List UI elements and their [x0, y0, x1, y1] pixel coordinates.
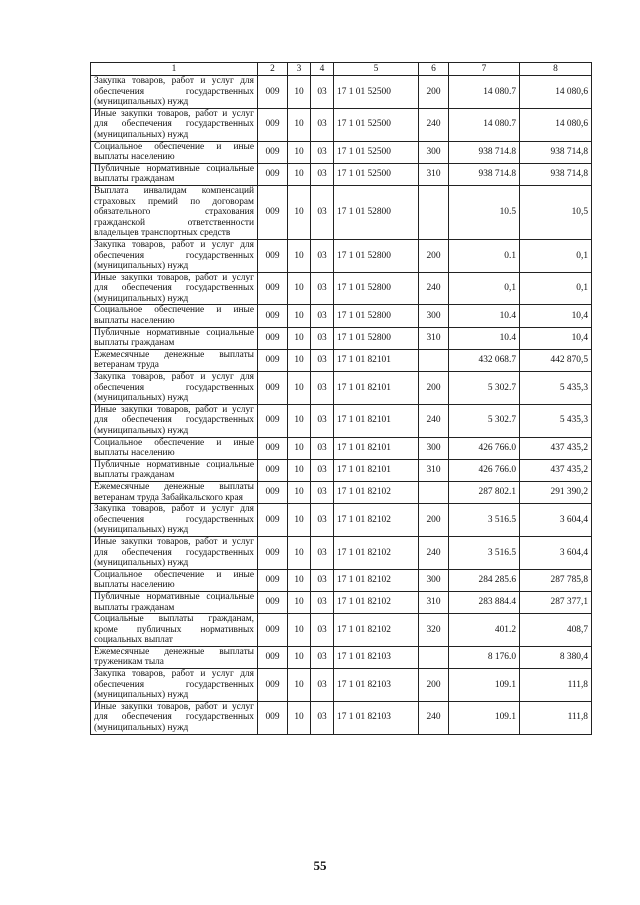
- cell-name: Иные закупки товаров, работ и услуг для обеспечения государственных (муниципальных) нужд: [91, 536, 258, 569]
- cell-ministry-code: 009: [258, 239, 288, 272]
- table-row: [91, 404, 592, 437]
- cell-amount-2: 287 785,8: [520, 569, 592, 591]
- cell-expense-type: 240: [419, 701, 449, 734]
- cell-target-article: 17 1 01 82102: [334, 614, 419, 647]
- cell-subsection: 03: [311, 239, 334, 272]
- cell-subsection: 03: [311, 305, 334, 327]
- cell-section: 10: [288, 669, 311, 702]
- table-row: [91, 646, 592, 668]
- cell-ministry-code: 009: [258, 614, 288, 647]
- cell-amount-2: 437 435,2: [520, 437, 592, 459]
- cell-ministry-code: 009: [258, 76, 288, 109]
- cell-section: 10: [288, 404, 311, 437]
- cell-target-article: 17 1 01 82101: [334, 349, 419, 371]
- cell-amount-2: 287 377,1: [520, 591, 592, 613]
- cell-name: Ежемесячные денежные выплаты труженикам тыла: [91, 646, 258, 668]
- cell-subsection: 03: [311, 569, 334, 591]
- header-cell-8: 8: [520, 63, 592, 76]
- cell-subsection: 03: [311, 437, 334, 459]
- cell-expense-type: [419, 349, 449, 371]
- cell-ministry-code: 009: [258, 272, 288, 305]
- header-cell-7: 7: [449, 63, 520, 76]
- cell-subsection: 03: [311, 372, 334, 405]
- cell-subsection: 03: [311, 349, 334, 371]
- cell-name: Иные закупки товаров, работ и услуг для обеспечения государственных (муниципальных) нужд: [91, 404, 258, 437]
- table-header: [91, 63, 592, 76]
- cell-section: 10: [288, 76, 311, 109]
- header-cell-4: 4: [311, 63, 334, 76]
- cell-name: Ежемесячные денежные выплаты ветеранам труда: [91, 349, 258, 371]
- table-row: [91, 536, 592, 569]
- cell-amount-2: 8 380,4: [520, 646, 592, 668]
- table-row: [91, 459, 592, 481]
- cell-name: Закупка товаров, работ и услуг для обеспечения государственных (муниципальных) нужд: [91, 372, 258, 405]
- cell-ministry-code: 009: [258, 646, 288, 668]
- table-row: [91, 437, 592, 459]
- cell-name: Социальное обеспечение и иные выплаты населению: [91, 141, 258, 163]
- cell-section: 10: [288, 185, 311, 239]
- cell-expense-type: 310: [419, 591, 449, 613]
- table-row: [91, 591, 592, 613]
- cell-target-article: 17 1 01 82102: [334, 569, 419, 591]
- cell-expense-type: 300: [419, 569, 449, 591]
- cell-expense-type: 310: [419, 327, 449, 349]
- cell-ministry-code: 009: [258, 163, 288, 185]
- cell-ministry-code: 009: [258, 481, 288, 503]
- cell-target-article: 17 1 01 82101: [334, 437, 419, 459]
- cell-target-article: 17 1 01 52800: [334, 305, 419, 327]
- cell-amount-1: 426 766.0: [449, 459, 520, 481]
- cell-section: 10: [288, 163, 311, 185]
- cell-name: Публичные нормативные социальные выплаты гражданам: [91, 163, 258, 185]
- cell-subsection: 03: [311, 646, 334, 668]
- cell-ministry-code: 009: [258, 141, 288, 163]
- table-row: [91, 239, 592, 272]
- cell-target-article: 17 1 01 52500: [334, 163, 419, 185]
- cell-expense-type: 200: [419, 504, 449, 537]
- cell-subsection: 03: [311, 481, 334, 503]
- cell-section: 10: [288, 239, 311, 272]
- cell-subsection: 03: [311, 404, 334, 437]
- cell-ministry-code: 009: [258, 504, 288, 537]
- cell-subsection: 03: [311, 272, 334, 305]
- cell-expense-type: 200: [419, 669, 449, 702]
- cell-amount-2: 111,8: [520, 669, 592, 702]
- budget-table: [90, 62, 592, 735]
- cell-amount-1: 426 766.0: [449, 437, 520, 459]
- cell-amount-1: 10.4: [449, 305, 520, 327]
- cell-ministry-code: 009: [258, 437, 288, 459]
- table-row: [91, 76, 592, 109]
- cell-name: Иные закупки товаров, работ и услуг для обеспечения государственных (муниципальных) нужд: [91, 108, 258, 141]
- cell-amount-2: 437 435,2: [520, 459, 592, 481]
- cell-amount-1: 287 802.1: [449, 481, 520, 503]
- header-cell-6: 6: [419, 63, 449, 76]
- cell-ministry-code: 009: [258, 108, 288, 141]
- cell-name: Публичные нормативные социальные выплаты гражданам: [91, 591, 258, 613]
- cell-amount-1: 109.1: [449, 701, 520, 734]
- cell-expense-type: 240: [419, 404, 449, 437]
- cell-amount-1: 938 714.8: [449, 163, 520, 185]
- cell-name: Социальные выплаты гражданам, кроме публичных нормативных социальных выплат: [91, 614, 258, 647]
- cell-subsection: 03: [311, 536, 334, 569]
- table-row: [91, 669, 592, 702]
- cell-ministry-code: 009: [258, 404, 288, 437]
- cell-amount-2: 0,1: [520, 272, 592, 305]
- cell-name: Закупка товаров, работ и услуг для обеспечения государственных (муниципальных) нужд: [91, 239, 258, 272]
- cell-amount-1: 5 302.7: [449, 404, 520, 437]
- cell-ministry-code: 009: [258, 591, 288, 613]
- table-row: [91, 305, 592, 327]
- cell-name: Социальное обеспечение и иные выплаты населению: [91, 437, 258, 459]
- table-row: [91, 163, 592, 185]
- cell-target-article: 17 1 01 52500: [334, 108, 419, 141]
- cell-amount-1: 10.4: [449, 327, 520, 349]
- cell-amount-2: 111,8: [520, 701, 592, 734]
- cell-name: Социальное обеспечение и иные выплаты населению: [91, 569, 258, 591]
- cell-ministry-code: 009: [258, 372, 288, 405]
- cell-amount-1: 14 080.7: [449, 76, 520, 109]
- cell-amount-2: 938 714,8: [520, 141, 592, 163]
- cell-amount-1: 0,1: [449, 272, 520, 305]
- cell-name: Закупка товаров, работ и услуг для обеспечения государственных (муниципальных) нужд: [91, 669, 258, 702]
- cell-target-article: 17 1 01 82102: [334, 591, 419, 613]
- cell-expense-type: [419, 185, 449, 239]
- cell-target-article: 17 1 01 52500: [334, 76, 419, 109]
- page-number: 55: [313, 858, 327, 873]
- cell-section: 10: [288, 569, 311, 591]
- cell-section: 10: [288, 701, 311, 734]
- cell-name: Ежемесячные денежные выплаты ветеранам труда Забайкальского края: [91, 481, 258, 503]
- cell-amount-2: 3 604,4: [520, 536, 592, 569]
- cell-section: 10: [288, 536, 311, 569]
- cell-expense-type: 310: [419, 459, 449, 481]
- cell-amount-2: 291 390,2: [520, 481, 592, 503]
- header-row: [91, 63, 592, 76]
- cell-subsection: 03: [311, 669, 334, 702]
- cell-ministry-code: 009: [258, 701, 288, 734]
- cell-section: 10: [288, 272, 311, 305]
- cell-ministry-code: 009: [258, 349, 288, 371]
- cell-expense-type: 200: [419, 239, 449, 272]
- cell-section: 10: [288, 327, 311, 349]
- cell-target-article: 17 1 01 82101: [334, 404, 419, 437]
- cell-ministry-code: 009: [258, 569, 288, 591]
- cell-expense-type: 200: [419, 76, 449, 109]
- cell-amount-1: 5 302.7: [449, 372, 520, 405]
- header-cell-1: 1: [91, 63, 258, 76]
- cell-amount-2: 10,4: [520, 305, 592, 327]
- cell-section: 10: [288, 108, 311, 141]
- cell-ministry-code: 009: [258, 305, 288, 327]
- cell-ministry-code: 009: [258, 327, 288, 349]
- cell-target-article: 17 1 01 82103: [334, 646, 419, 668]
- cell-subsection: 03: [311, 591, 334, 613]
- cell-subsection: 03: [311, 163, 334, 185]
- cell-target-article: 17 1 01 82103: [334, 669, 419, 702]
- cell-target-article: 17 1 01 52500: [334, 141, 419, 163]
- cell-target-article: 17 1 01 52800: [334, 272, 419, 305]
- cell-amount-1: 109.1: [449, 669, 520, 702]
- cell-target-article: 17 1 01 52800: [334, 327, 419, 349]
- header-cell-2: 2: [258, 63, 288, 76]
- cell-amount-2: 938 714,8: [520, 163, 592, 185]
- cell-section: 10: [288, 481, 311, 503]
- cell-name: Выплата инвалидам компенсаций страховых премий по договорам обязательного страхования гражданской ответственности владельцев транспортных средств: [91, 185, 258, 239]
- cell-name: Иные закупки товаров, работ и услуг для обеспечения государственных (муниципальных) нужд: [91, 701, 258, 734]
- cell-amount-2: 3 604,4: [520, 504, 592, 537]
- cell-amount-1: 10.5: [449, 185, 520, 239]
- cell-expense-type: [419, 646, 449, 668]
- cell-amount-2: 5 435,3: [520, 404, 592, 437]
- cell-expense-type: 240: [419, 108, 449, 141]
- table-row: [91, 504, 592, 537]
- cell-expense-type: [419, 481, 449, 503]
- cell-expense-type: 300: [419, 305, 449, 327]
- cell-amount-2: 0,1: [520, 239, 592, 272]
- header-cell-5: 5: [334, 63, 419, 76]
- cell-amount-1: 0.1: [449, 239, 520, 272]
- cell-ministry-code: 009: [258, 185, 288, 239]
- cell-subsection: 03: [311, 76, 334, 109]
- table-row: [91, 141, 592, 163]
- cell-amount-2: 10,5: [520, 185, 592, 239]
- cell-section: 10: [288, 349, 311, 371]
- cell-amount-1: 8 176.0: [449, 646, 520, 668]
- header-cell-3: 3: [288, 63, 311, 76]
- cell-section: 10: [288, 614, 311, 647]
- cell-section: 10: [288, 459, 311, 481]
- cell-target-article: 17 1 01 82102: [334, 504, 419, 537]
- cell-amount-2: 10,4: [520, 327, 592, 349]
- table-body: [91, 76, 592, 735]
- cell-subsection: 03: [311, 701, 334, 734]
- cell-name: Иные закупки товаров, работ и услуг для обеспечения государственных (муниципальных) нужд: [91, 272, 258, 305]
- cell-expense-type: 300: [419, 437, 449, 459]
- cell-target-article: 17 1 01 52800: [334, 239, 419, 272]
- cell-amount-1: 3 516.5: [449, 536, 520, 569]
- cell-subsection: 03: [311, 141, 334, 163]
- table-row: [91, 372, 592, 405]
- table-row: [91, 481, 592, 503]
- cell-target-article: 17 1 01 52800: [334, 185, 419, 239]
- cell-amount-1: 401.2: [449, 614, 520, 647]
- cell-subsection: 03: [311, 459, 334, 481]
- cell-section: 10: [288, 437, 311, 459]
- cell-ministry-code: 009: [258, 459, 288, 481]
- cell-amount-1: 283 884.4: [449, 591, 520, 613]
- cell-subsection: 03: [311, 327, 334, 349]
- cell-amount-1: 432 068.7: [449, 349, 520, 371]
- cell-ministry-code: 009: [258, 669, 288, 702]
- cell-target-article: 17 1 01 82101: [334, 459, 419, 481]
- cell-subsection: 03: [311, 185, 334, 239]
- cell-amount-2: 14 080,6: [520, 76, 592, 109]
- cell-expense-type: 320: [419, 614, 449, 647]
- cell-amount-2: 5 435,3: [520, 372, 592, 405]
- cell-subsection: 03: [311, 108, 334, 141]
- cell-amount-2: 14 080,6: [520, 108, 592, 141]
- cell-amount-1: 14 080.7: [449, 108, 520, 141]
- cell-ministry-code: 009: [258, 536, 288, 569]
- cell-amount-2: 442 870,5: [520, 349, 592, 371]
- table-row: [91, 272, 592, 305]
- table-row: [91, 569, 592, 591]
- cell-target-article: 17 1 01 82102: [334, 536, 419, 569]
- cell-name: Социальное обеспечение и иные выплаты населению: [91, 305, 258, 327]
- cell-amount-1: 938 714.8: [449, 141, 520, 163]
- table-row: [91, 327, 592, 349]
- cell-subsection: 03: [311, 504, 334, 537]
- cell-expense-type: 240: [419, 536, 449, 569]
- cell-target-article: 17 1 01 82101: [334, 372, 419, 405]
- cell-expense-type: 310: [419, 163, 449, 185]
- cell-amount-1: 284 285.6: [449, 569, 520, 591]
- cell-expense-type: 300: [419, 141, 449, 163]
- cell-expense-type: 200: [419, 372, 449, 405]
- cell-section: 10: [288, 591, 311, 613]
- cell-subsection: 03: [311, 614, 334, 647]
- table-row: [91, 185, 592, 239]
- cell-expense-type: 240: [419, 272, 449, 305]
- table-row: [91, 701, 592, 734]
- table-row: [91, 108, 592, 141]
- cell-name: Публичные нормативные социальные выплаты гражданам: [91, 459, 258, 481]
- cell-amount-1: 3 516.5: [449, 504, 520, 537]
- cell-target-article: 17 1 01 82102: [334, 481, 419, 503]
- cell-name: Закупка товаров, работ и услуг для обеспечения государственных (муниципальных) нужд: [91, 76, 258, 109]
- cell-section: 10: [288, 504, 311, 537]
- cell-name: Закупка товаров, работ и услуг для обеспечения государственных (муниципальных) нужд: [91, 504, 258, 537]
- cell-amount-2: 408,7: [520, 614, 592, 647]
- cell-section: 10: [288, 372, 311, 405]
- cell-section: 10: [288, 141, 311, 163]
- table-row: [91, 614, 592, 647]
- cell-section: 10: [288, 646, 311, 668]
- cell-target-article: 17 1 01 82103: [334, 701, 419, 734]
- cell-section: 10: [288, 305, 311, 327]
- cell-name: Публичные нормативные социальные выплаты гражданам: [91, 327, 258, 349]
- table-row: [91, 349, 592, 371]
